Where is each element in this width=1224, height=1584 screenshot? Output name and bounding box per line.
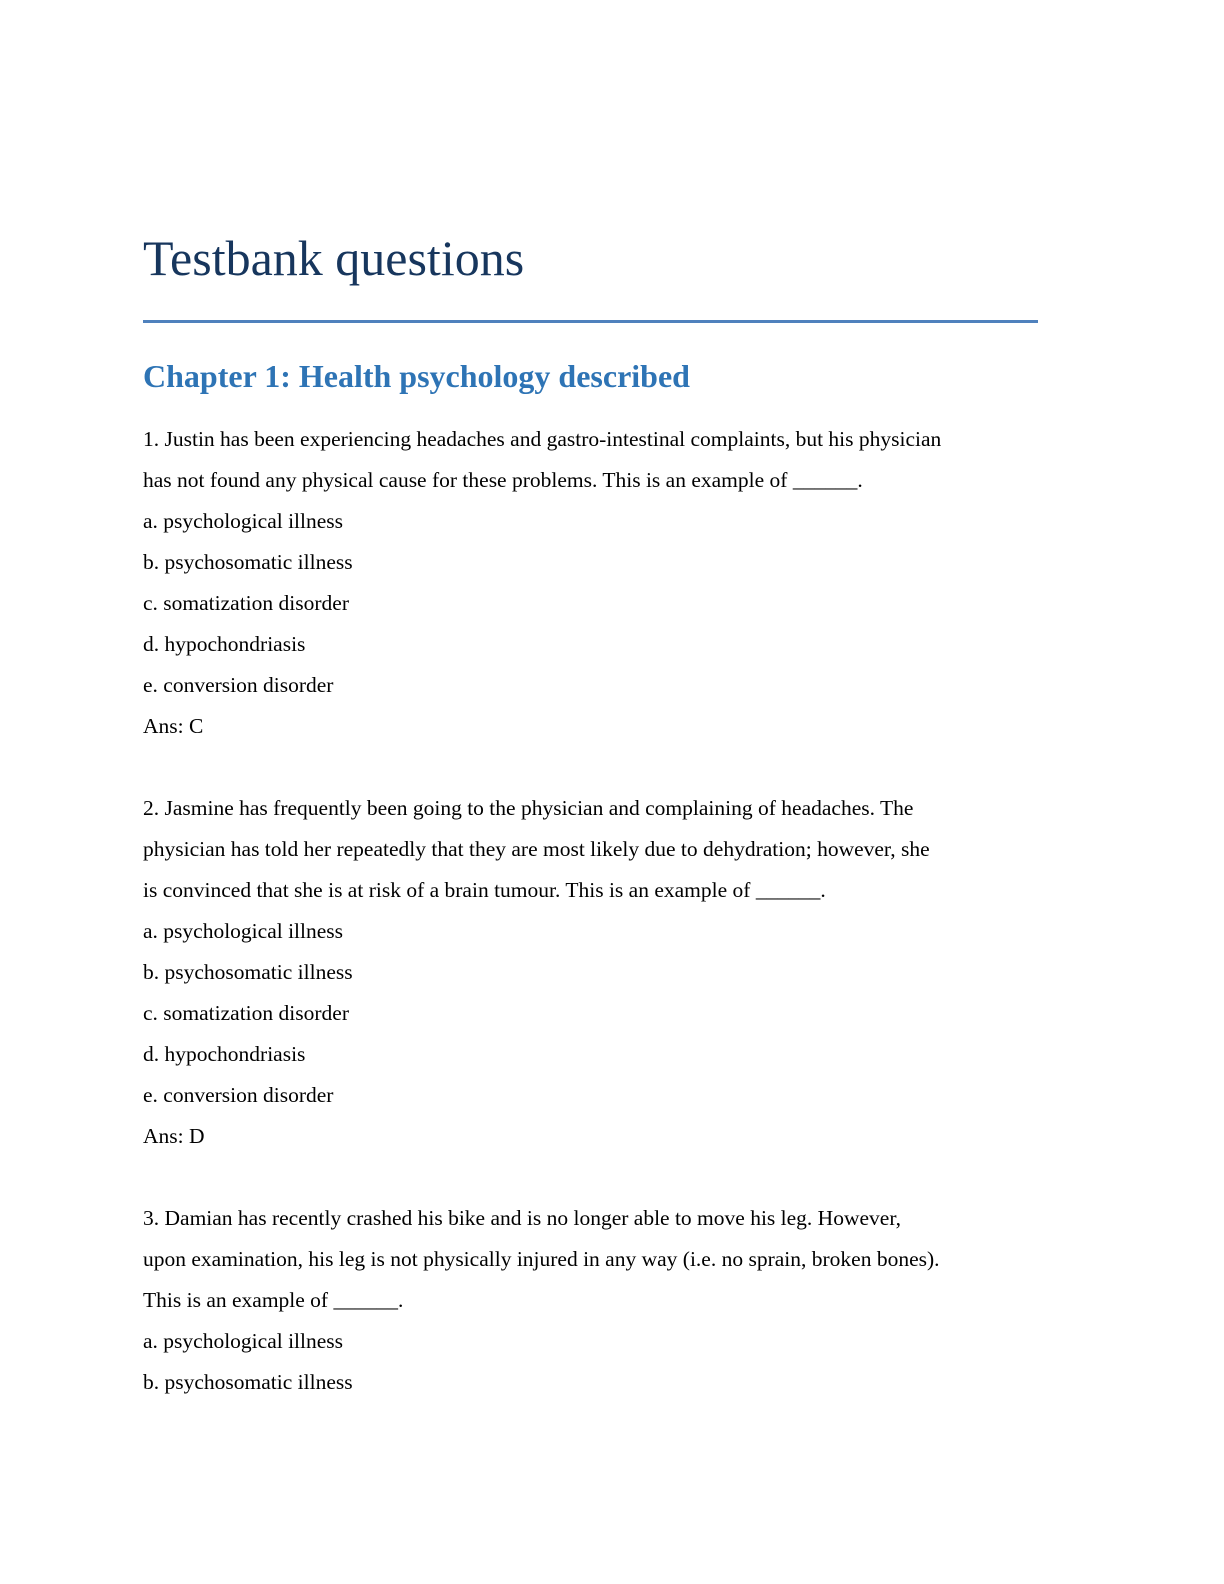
answer-option: d. hypochondriasis: [143, 632, 306, 656]
question-block: [143, 788, 1043, 1157]
question-stem-line: 2. Jasmine has frequently been going to the physician and complaining of headaches. The: [143, 796, 914, 820]
question-stem-line: has not found any physical cause for these problems. This is an example of ______.: [143, 468, 863, 492]
answer-key: Ans: D: [143, 1124, 205, 1148]
answer-option: a. psychological illness: [143, 919, 344, 943]
question-block: [143, 419, 1043, 747]
title-divider: [143, 320, 1038, 323]
answer-option: b. psychosomatic illness: [143, 1370, 353, 1394]
chapter-heading: Chapter 1: Health psychology described: [143, 358, 690, 394]
spacer: [143, 747, 1043, 788]
question-stem-line: 3. Damian has recently crashed his bike and is no longer able to move his leg. However,: [143, 1206, 901, 1230]
question-stem-line: is convinced that she is at risk of a brain tumour. This is an example of ______.: [143, 878, 826, 902]
question-stem-line: upon examination, his leg is not physically injured in any way (i.e. no sprain, broken bones).: [143, 1247, 940, 1271]
question-stem-line: physician has told her repeatedly that they are most likely due to dehydration; however, she: [143, 837, 930, 861]
answer-option: c. somatization disorder: [143, 591, 349, 615]
question-stem-line: This is an example of ______.: [143, 1288, 404, 1312]
answer-option: c. somatization disorder: [143, 1001, 349, 1025]
answer-option: b. psychosomatic illness: [143, 960, 353, 984]
answer-option: e. conversion disorder: [143, 673, 334, 697]
question-block: [143, 1198, 1043, 1403]
document-title: Testbank questions: [143, 230, 525, 286]
question-stem-line: 1. Justin has been experiencing headaches and gastro-intestinal complaints, but his physician: [143, 427, 942, 451]
questions-body: [143, 419, 1043, 1403]
answer-key: Ans: C: [143, 714, 204, 738]
answer-option: e. conversion disorder: [143, 1083, 334, 1107]
answer-option: a. psychological illness: [143, 509, 344, 533]
spacer: [143, 1157, 1043, 1198]
answer-option: b. psychosomatic illness: [143, 550, 353, 574]
answer-option: a. psychological illness: [143, 1329, 344, 1353]
answer-option: d. hypochondriasis: [143, 1042, 306, 1066]
